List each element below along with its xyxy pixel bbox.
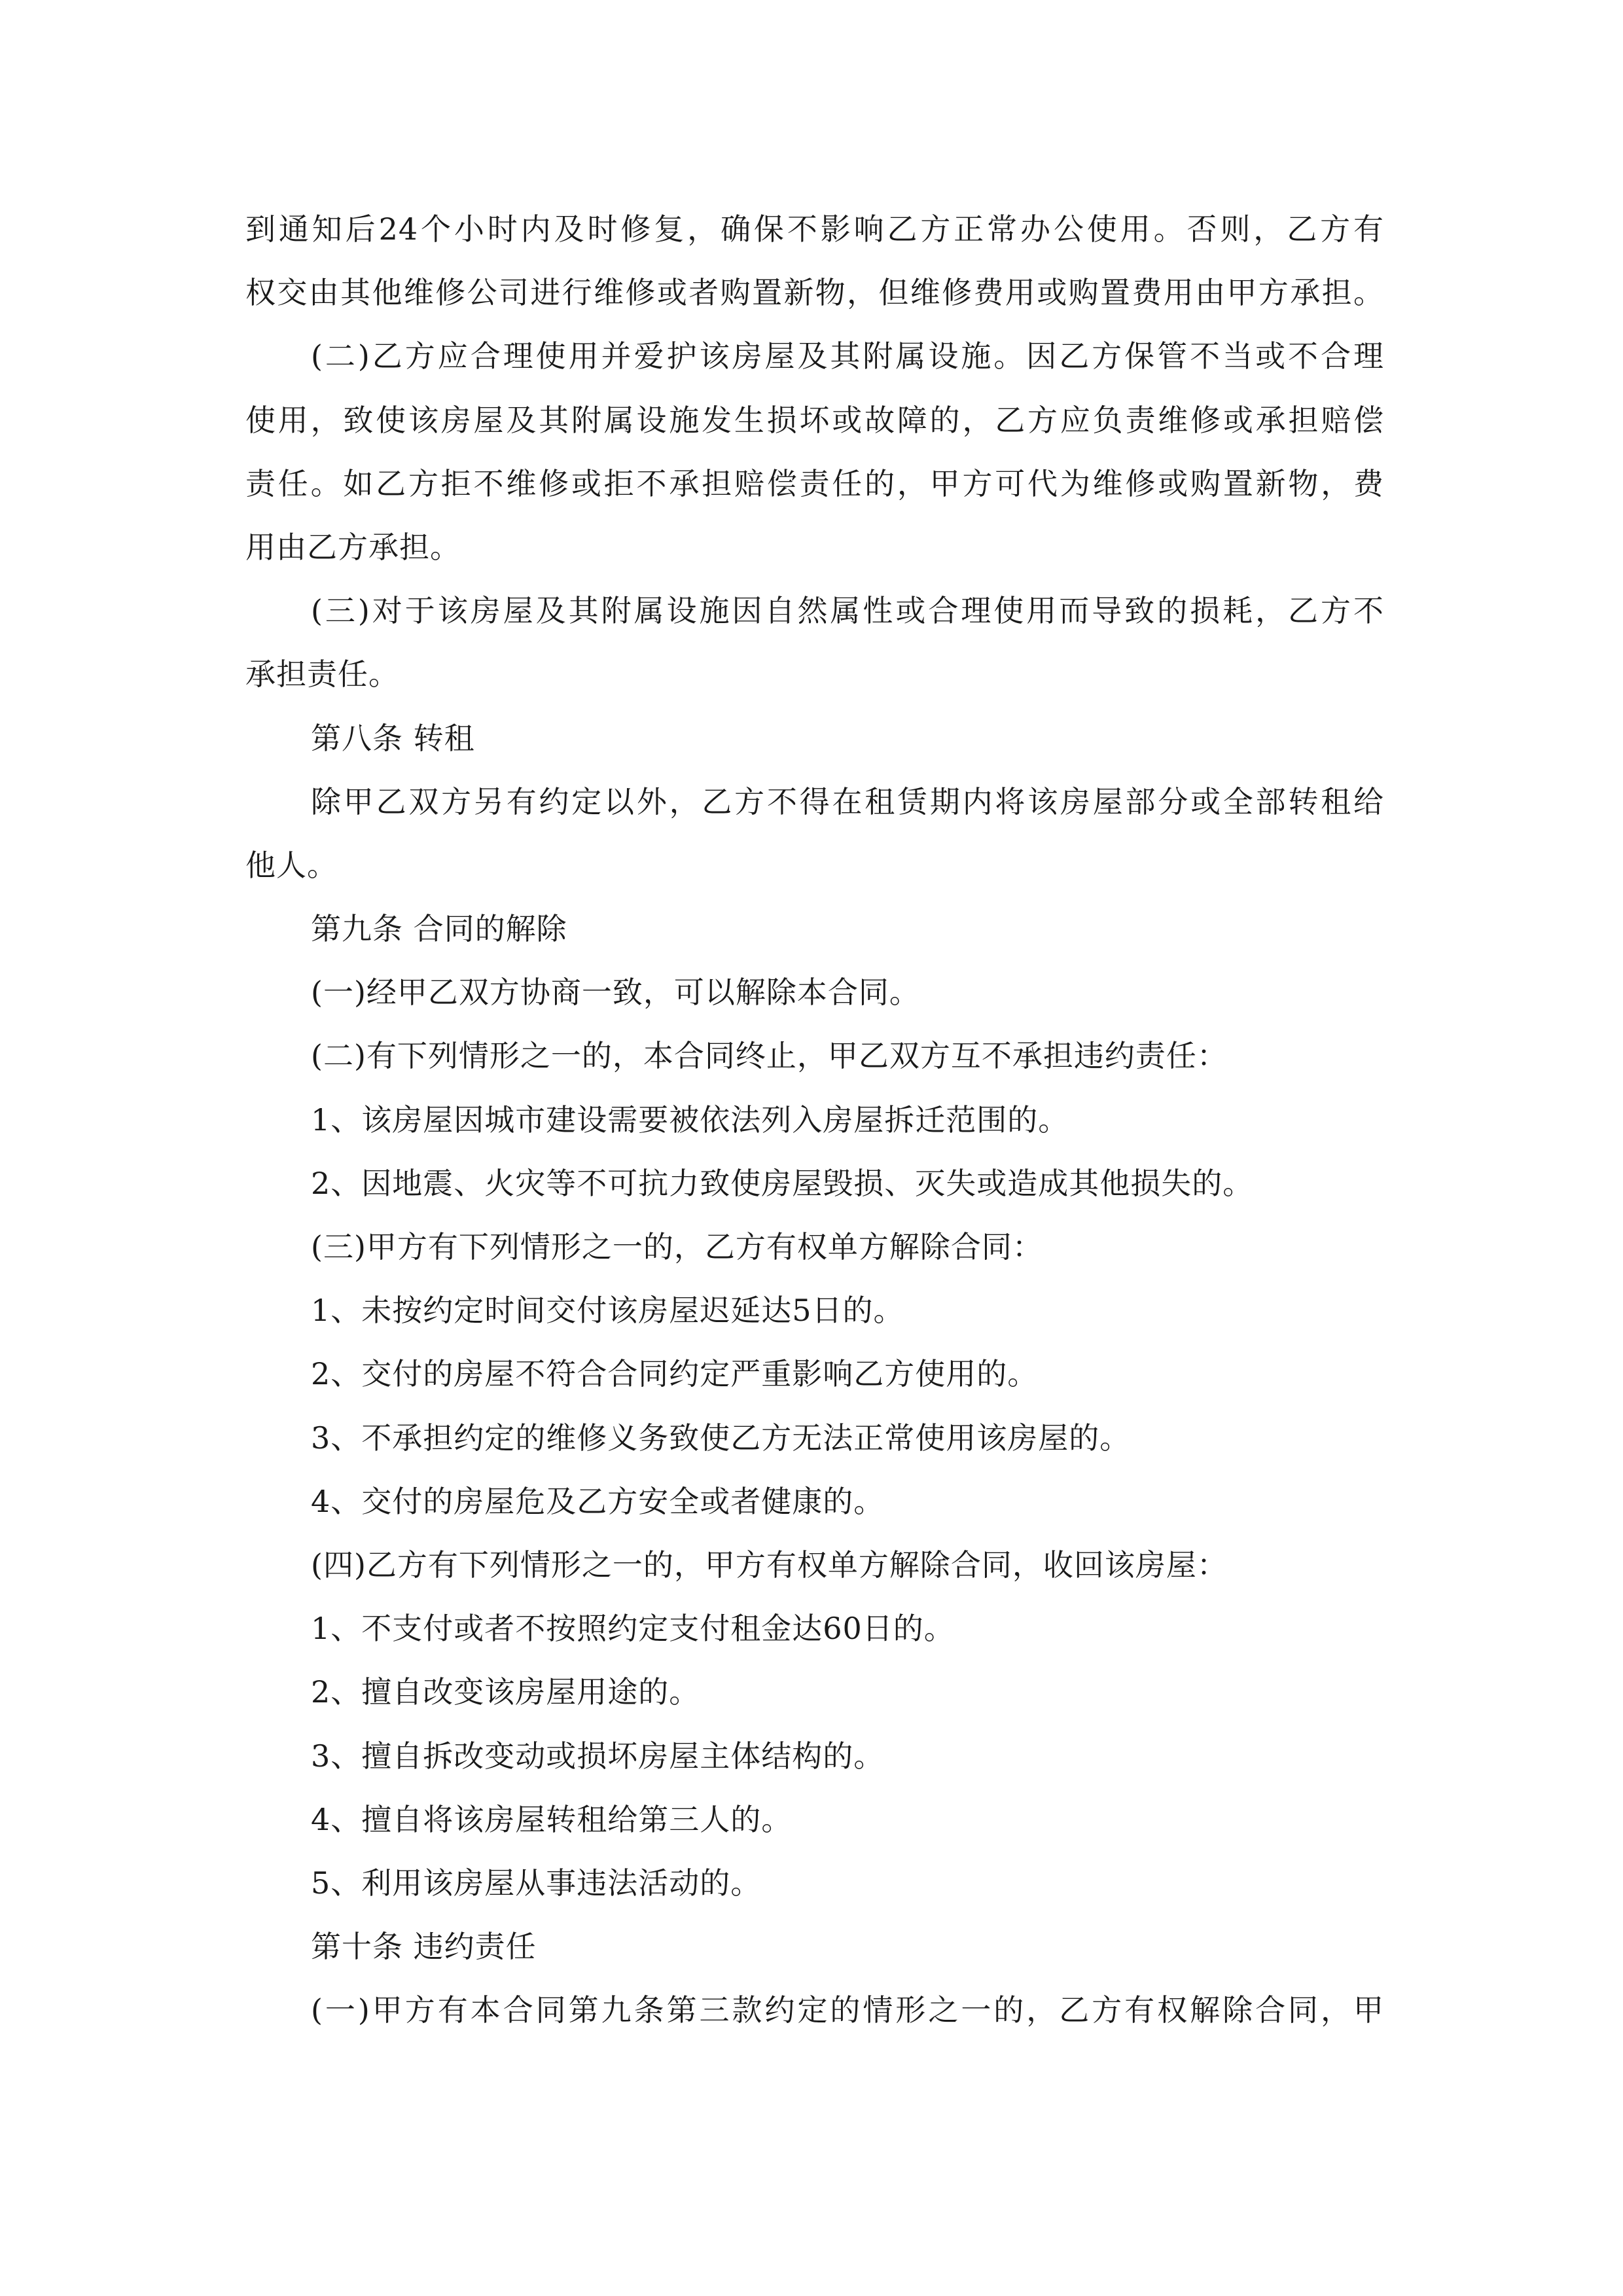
text-line: 4、擅自将该房屋转租给第三人的。 bbox=[311, 1801, 793, 1837]
text-line: 第八条 转租 bbox=[311, 720, 475, 756]
text-line: 使用，致使该房屋及其附属设施发生损坏或故障的，乙方应负责维修或承担赔偿 bbox=[245, 402, 1384, 438]
text-line: 2、因地震、火灾等不可抗力致使房屋毁损、灭失或造成其他损失的。 bbox=[311, 1165, 1254, 1201]
text-line: 权交由其他维修公司进行维修或者购置新物，但维修费用或购置费用由甲方承担。 bbox=[245, 275, 1384, 311]
text-line: (三)对于该房屋及其附属设施因自然属性或合理使用而导致的损耗，乙方不 bbox=[311, 593, 1384, 629]
text-line: 1、不支付或者不按照约定支付租金达60日的。 bbox=[311, 1611, 955, 1647]
document-body bbox=[245, 198, 1384, 2042]
text-line: 4、交付的房屋危及乙方安全或者健康的。 bbox=[311, 1483, 885, 1519]
text-line: (三)甲方有下列情形之一的，乙方有权单方解除合同： bbox=[311, 1229, 1043, 1265]
text-line: (一)经甲乙双方协商一致，可以解除本合同。 bbox=[311, 975, 920, 1011]
text-line: 2、交付的房屋不符合合同约定严重影响乙方使用的。 bbox=[311, 1356, 1039, 1392]
text-line: 他人。 bbox=[245, 847, 338, 883]
text-line: 除甲乙双方另有约定以外，乙方不得在租赁期内将该房屋部分或全部转租给 bbox=[311, 783, 1384, 819]
text-line: 5、利用该房屋从事违法活动的。 bbox=[311, 1865, 762, 1901]
text-line: 第九条 合同的解除 bbox=[311, 911, 567, 947]
text-line: (二)乙方应合理使用并爱护该房屋及其附属设施。因乙方保管不当或不合理 bbox=[311, 338, 1384, 374]
text-line: 1、该房屋因城市建设需要被依法列入房屋拆迁范围的。 bbox=[311, 1102, 1069, 1138]
text-line: (一)甲方有本合同第九条第三款约定的情形之一的，乙方有权解除合同，甲 bbox=[311, 1992, 1384, 2028]
text-line: 3、擅自拆改变动或损坏房屋主体结构的。 bbox=[311, 1738, 885, 1774]
text-line: 责任。如乙方拒不维修或拒不承担赔偿责任的，甲方可代为维修或购置新物，费 bbox=[245, 465, 1384, 501]
text-line: 用由乙方承担。 bbox=[245, 529, 461, 565]
text-line: 2、擅自改变该房屋用途的。 bbox=[311, 1674, 700, 1710]
text-line: (四)乙方有下列情形之一的，甲方有权单方解除合同，收回该房屋： bbox=[311, 1547, 1228, 1583]
text-line: 3、不承担约定的维修义务致使乙方无法正常使用该房屋的。 bbox=[311, 1420, 1131, 1456]
text-line: 承担责任。 bbox=[245, 656, 399, 692]
text-line: 1、未按约定时间交付该房屋迟延达5日的。 bbox=[311, 1293, 904, 1329]
text-line: 到通知后24个小时内及时修复，确保不影响乙方正常办公使用。否则，乙方有 bbox=[245, 211, 1384, 247]
text-line: (二)有下列情形之一的，本合同终止，甲乙双方互不承担违约责任： bbox=[311, 1038, 1228, 1074]
text-line: 第十条 违约责任 bbox=[311, 1929, 537, 1965]
